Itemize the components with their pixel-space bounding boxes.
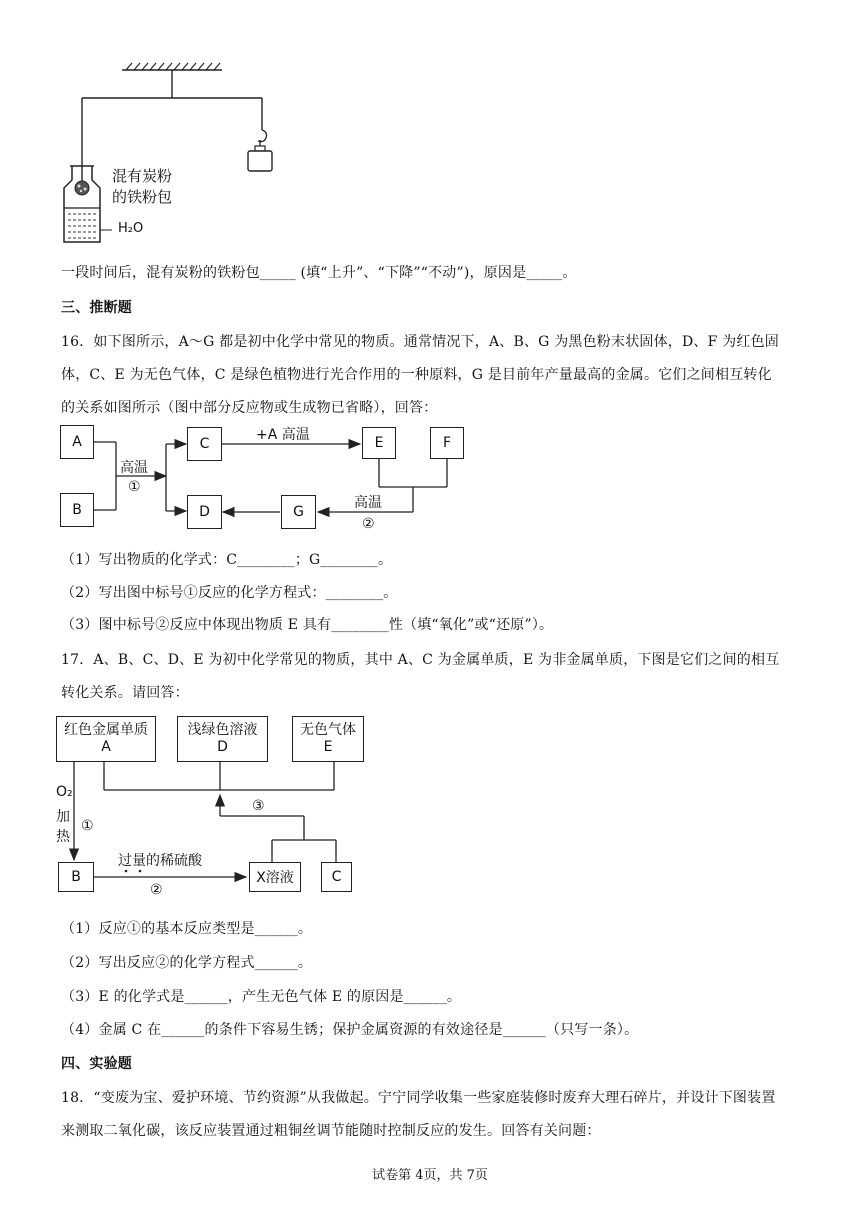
oxygen-label: O₂ xyxy=(56,784,73,800)
q17-sub1: （1）反应①的基本反应类型是______。 xyxy=(61,921,313,937)
node-X-solution: X溶液 xyxy=(249,862,301,892)
arrow1-condition: 高温 xyxy=(120,460,148,476)
page-footer: 试卷第 4页，共 7页 xyxy=(372,1168,488,1183)
node-G: G xyxy=(281,495,316,529)
acid-label: 过量的稀硫酸 xyxy=(118,853,202,869)
arrow1-number: ① xyxy=(128,479,141,495)
q16-text-line2: 体，C、E 为无色气体，C 是绿色植物进行光合作用的一种原料，G 是目前年产量最高的金属。它们之间相互转化 xyxy=(61,367,772,383)
node-A-letter: A xyxy=(101,739,111,755)
node-B: B xyxy=(58,862,94,892)
node-E-letter: E xyxy=(323,739,333,755)
reaction-number-2: ② xyxy=(150,882,163,898)
q17-text-line2: 转化关系。请回答： xyxy=(61,685,189,701)
node-D-desc: 浅绿色溶液 xyxy=(187,722,258,738)
node-A: A xyxy=(60,425,94,459)
water-label: H₂O xyxy=(118,221,144,236)
q17-text-line1: 17．A、B、C、D、E 为初中化学常见的物质，其中 A、C 为金属单质，E 为非金属单质，下图是它们之间的相互 xyxy=(61,652,780,668)
node-D-letter: D xyxy=(217,739,228,755)
node-C: C xyxy=(321,862,352,892)
node-D: D xyxy=(187,495,222,529)
q16-text-line1: 16．如下图所示，A～G 都是初中化学中常见的物质。通常情况下，A、B、G 为黑色粉末状固体，D、F 为红色固 xyxy=(61,334,779,350)
node-E-gas xyxy=(292,716,364,762)
node-B: B xyxy=(60,493,94,527)
reaction-number-3: ③ xyxy=(252,798,265,814)
q16-sub1: （1）写出物质的化学式：C________；G________。 xyxy=(61,552,393,568)
bag-label-line1: 混有炭粉 xyxy=(112,167,173,185)
node-A-desc: 红色金属单质 xyxy=(64,722,148,738)
q17-sub3: （3）E 的化学式是______，产生无色气体 E 的原因是______。 xyxy=(61,989,462,1005)
node-F: F xyxy=(430,427,464,459)
q18-text-line2: 来测取二氧化碳，该反应装置通过粗铜丝调节能随时控制反应的发生。回答有关问题： xyxy=(61,1123,601,1139)
q17-sub2: （2）写出反应②的化学方程式______。 xyxy=(61,955,313,971)
heat-label-1: 加 xyxy=(56,809,70,825)
reaction-number-1: ① xyxy=(81,818,94,834)
arrow2-condition: 高温 xyxy=(354,495,382,511)
node-A-red-metal xyxy=(56,716,156,762)
section-4-heading: 四、实验题 xyxy=(61,1056,132,1072)
node-E: E xyxy=(362,427,396,459)
bag-label-line2: 的铁粉包 xyxy=(112,188,173,206)
section-3-heading: 三、推断题 xyxy=(61,300,132,316)
arrow2-number: ② xyxy=(362,516,375,532)
q17-sub4: （4）金属 C 在______的条件下容易生锈；保护金属资源的有效途径是______（只写一条）。 xyxy=(61,1022,639,1038)
node-E-desc: 无色气体 xyxy=(300,722,356,738)
node-D-solution xyxy=(177,716,268,762)
heat-label-2: 热 xyxy=(56,829,70,845)
q16-sub3: （3）图中标号②反应中体现出物质 E 具有________性（填“氧化”或“还原”）。 xyxy=(61,617,554,633)
q15-tail-text: 一段时间后，混有炭粉的铁粉包_____ (填“上升”、“下降”“不动”)，原因是_____。 xyxy=(61,265,577,281)
q16-text-line3: 的关系如图所示（图中部分反应物或生成物已省略），回答： xyxy=(61,400,438,416)
arrow-C-E-condition: +A 高温 xyxy=(256,427,310,443)
node-C: C xyxy=(187,427,222,461)
q18-text-line1: 18．“变废为宝、爱护环境、节约资源”从我做起。宁宁同学收集一些家庭装修时废弃大理石碎片，并设计下图装置 xyxy=(61,1090,776,1106)
q16-sub2: （2）写出图中标号①反应的化学方程式：________。 xyxy=(61,585,398,601)
